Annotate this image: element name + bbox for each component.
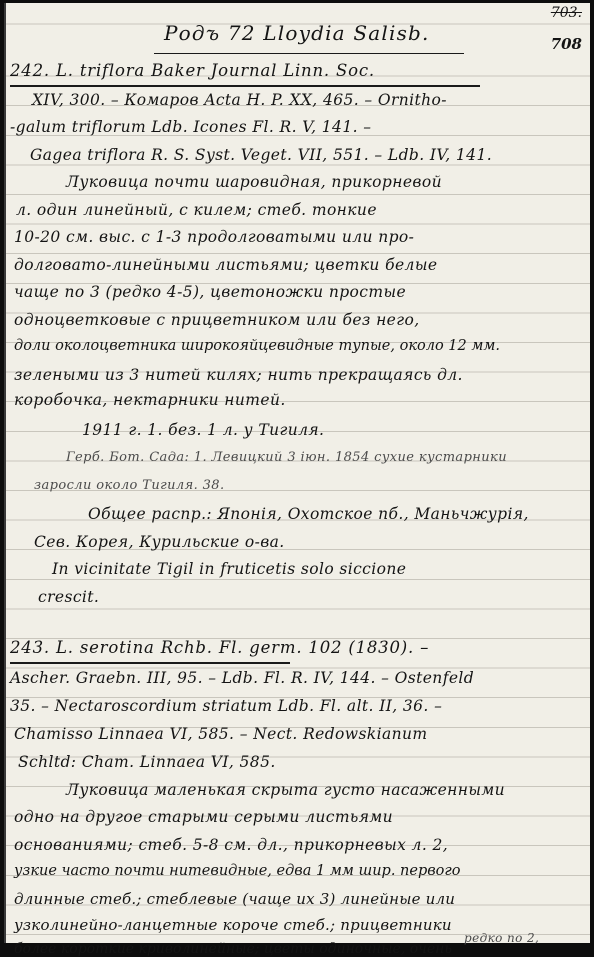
species-242-description-line: чаще по 3 (редко 4-5), цветоножки простые	[14, 283, 407, 301]
species-243-description-line: узколинейно-ланцетные короче стеб.; прицветники	[14, 916, 452, 934]
species-243-heading: 243. L. serotina Rchb. Fl. germ. 102 (1830). –	[10, 638, 430, 657]
species-243-synonymy-line: Chamisso Linnaea VI, 585. – Nect. Redowskianum	[14, 725, 428, 743]
species-243-synonymy-line: Schltd: Cham. Linnaea VI, 585.	[18, 753, 276, 771]
species-242-synonymy-line: XIV, 300. – Комаров Acta H. P. XX, 465. – Ornitho-	[32, 91, 447, 109]
species-242-synonymy-line: -galum triflorum Ldb. Icones Fl. R. V, 141. –	[10, 118, 372, 136]
species-242-description-line: Луковица почти шаровидная, прикорневой	[66, 173, 442, 191]
species-242-description-line: л. один линейный, с килем; стеб. тонкие	[16, 201, 377, 219]
species-243-description-line: Луковица маленькая скрыта густо насаженными	[66, 781, 506, 799]
page-number-current: 708	[550, 35, 582, 53]
species-242-heading: 242. L. triflora Baker Journal Linn. Soc.	[10, 61, 375, 80]
species-242-specimen-line: заросли около Тигиля. 38.	[34, 478, 225, 493]
species-243-description-line: длинные стеб.; стеблевые (чаще их 3) линейные или	[14, 890, 456, 908]
page-margin-line	[4, 3, 6, 943]
species-242-latin-line: In vicinitate Tigil in fruticetis solo siccione	[52, 560, 407, 578]
species-242-description-line: одноцветковые с прицветником или без него,	[14, 311, 420, 329]
species-242-synonymy-line: Gagea triflora R. S. Syst. Veget. VII, 551. – Ldb. IV, 141.	[30, 146, 493, 164]
species-242-distribution-line: Общее распр.: Японія, Охотское пб., Маньчжурія,	[88, 505, 529, 523]
page-number-old: 703.	[550, 5, 582, 21]
species-243-synonymy-line: Ascher. Graebn. III, 95. – Ldb. Fl. R. IV, 144. – Ostenfeld	[10, 669, 475, 687]
species-242-description-line: коробочка, нектарники нитей.	[14, 391, 286, 409]
species-243-description-line: узкие часто почти нитевидные, едва 1 мм шир. первого	[14, 863, 461, 879]
species-242-specimen-line: 1911 г. 1. без. 1 л. у Тигиля.	[82, 421, 325, 439]
species-242-description-line: 10-20 см. выс. с 1-3 продолговатыми или про-	[14, 228, 415, 246]
species-242-specimen-line: Герб. Бот. Сада: 1. Левицкий 3 іюн. 1854 сухие кустарники	[66, 450, 507, 465]
species-243-heading-underline	[10, 662, 290, 664]
species-242-description-line: доли околоцветника широкояйцевидные тупые, около 12 мм.	[14, 338, 501, 354]
species-243-description-line: одно на другое старыми серыми листьями	[14, 808, 394, 826]
manuscript-page	[4, 3, 590, 957]
species-242-latin-line: crescit.	[38, 588, 100, 606]
species-242-description-line: долговато-линейными листьями; цветки белые	[14, 256, 438, 274]
species-243-description-line: более короткие криволинейные; цветы одиночные, очень	[14, 941, 453, 957]
species-243-description-line: основаниями; стеб. 5-8 см. дл., прикорневых л. 2,	[14, 836, 449, 854]
genus-title-underline	[154, 53, 464, 54]
species-243-description-line: редко по 2,	[464, 931, 540, 945]
species-242-description-line: зелеными из 3 нитей килях; нить прекращаясь дл.	[14, 366, 463, 384]
species-242-distribution-line: Сев. Корея, Курильские о-ва.	[34, 533, 285, 551]
species-242-heading-underline	[10, 85, 480, 87]
genus-title: Родъ 72 Lloydia Salisb.	[164, 21, 430, 45]
species-243-synonymy-line: 35. – Nectaroscordium striatum Ldb. Fl. alt. II, 36. –	[10, 697, 443, 715]
